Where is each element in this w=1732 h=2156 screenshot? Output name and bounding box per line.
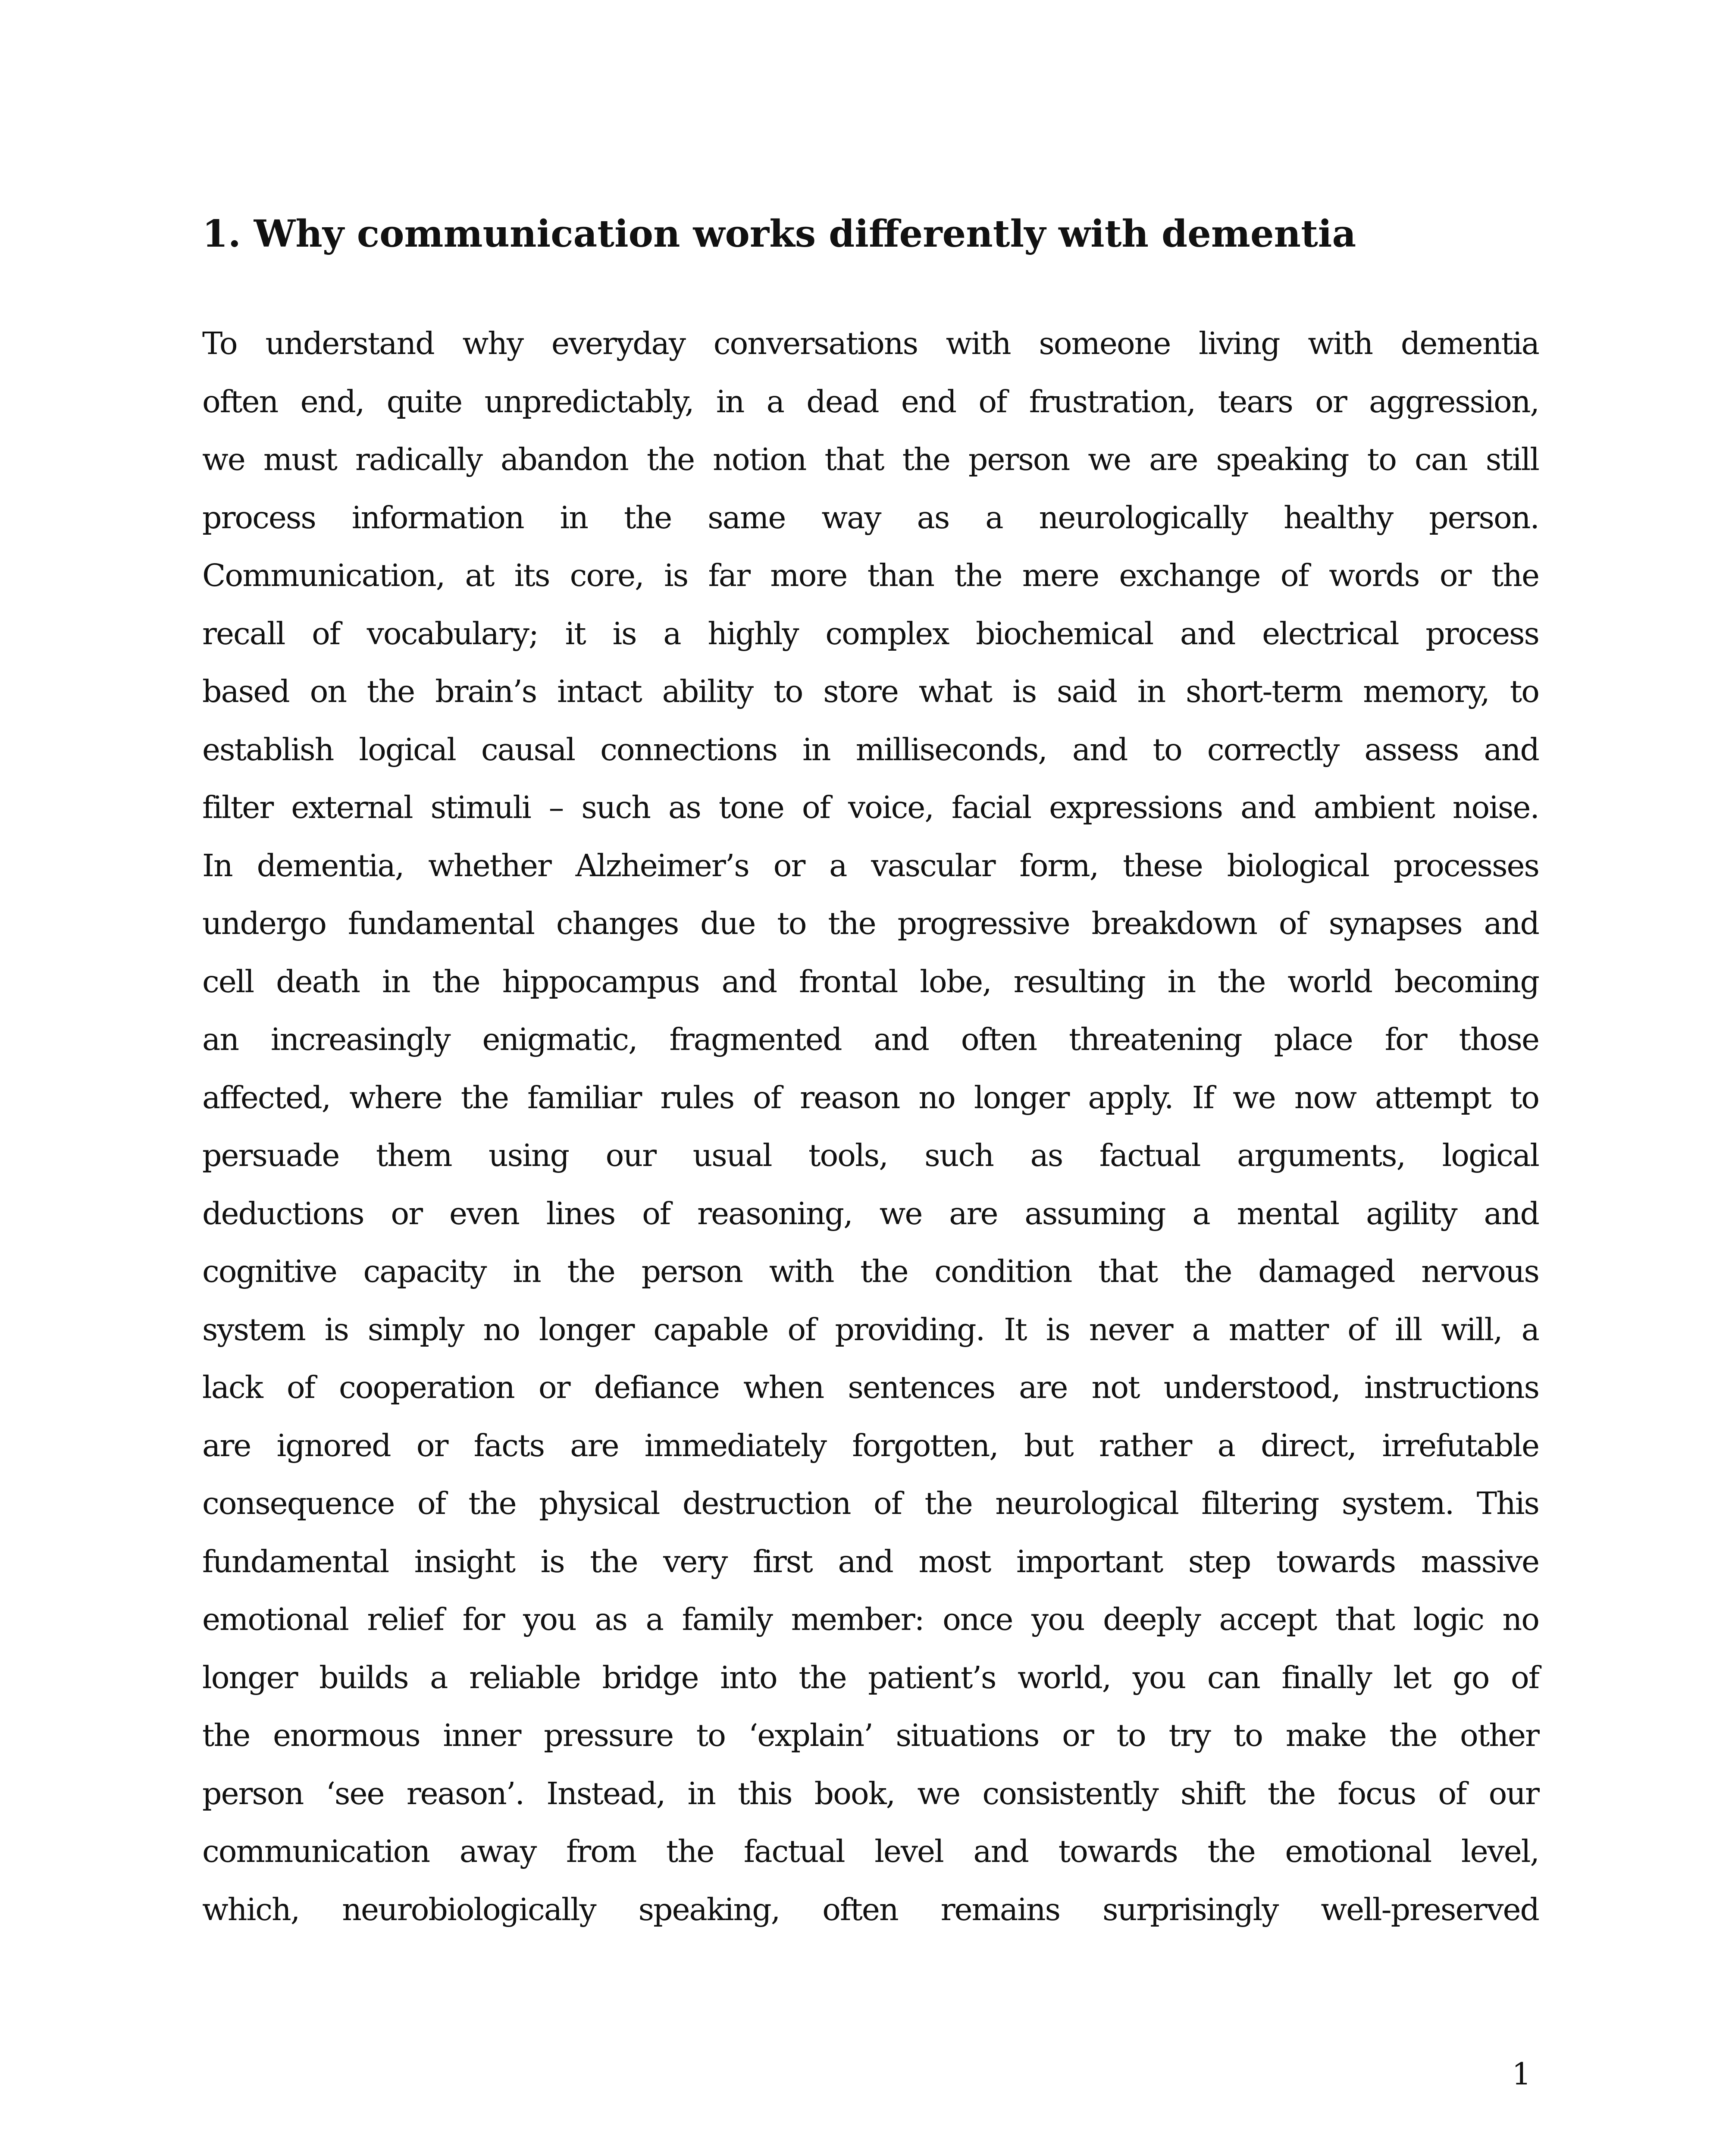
text-line-18: system is simply no longer capable of providing. It is never a matter of ill will, a: [202, 1311, 1539, 1348]
text-line-10: In dementia, whether Alzheimer’s or a vascular form, these biological processes: [202, 847, 1539, 884]
text-line-14: affected, where the familiar rules of reason no longer apply. If we now attempt to: [202, 1079, 1539, 1116]
text-line-7: based on the brain’s intact ability to store what is said in short-term memory, to: [202, 674, 1539, 709]
text-line-4: process information in the same way as a neurologically healthy person.: [202, 499, 1539, 536]
text-line-28: which, neurobiologically speaking, often remains surprisingly well-preserved: [202, 1891, 1539, 1927]
text-line-13: an increasingly enigmatic, fragmented and often threatening place for those: [202, 1022, 1539, 1057]
text-line-17: cognitive capacity in the person with the condition that the damaged nervous: [202, 1253, 1539, 1289]
text-line-20: are ignored or facts are immediately forgotten, but rather a direct, irrefutable: [202, 1427, 1539, 1463]
text-line-27: communication away from the factual level and towards the emotional level,: [202, 1833, 1539, 1869]
text-line-2: often end, quite unpredictably, in a dead end of frustration, tears or aggression,: [202, 383, 1539, 420]
text-line-6: recall of vocabulary; it is a highly complex biochemical and electrical process: [202, 615, 1539, 652]
text-line-12: cell death in the hippocampus and frontal lobe, resulting in the world becoming: [202, 963, 1539, 1000]
text-line-11: undergo fundamental changes due to the progressive breakdown of synapses and: [202, 906, 1539, 941]
text-line-9: filter external stimuli – such as tone of voice, facial expressions and ambient noise.: [202, 790, 1539, 825]
text-line-3: we must radically abandon the notion that the person we are speaking to can still: [202, 442, 1539, 477]
text-line-15: persuade them using our usual tools, such as factual arguments, logical: [202, 1138, 1539, 1173]
text-line-19: lack of cooperation or defiance when sentences are not understood, instructions: [202, 1369, 1539, 1405]
text-line-22: fundamental insight is the very first and most important step towards massive: [202, 1543, 1539, 1579]
text-line-23: emotional relief for you as a family member: once you deeply accept that logic no: [202, 1601, 1539, 1637]
body-paragraph: [202, 315, 1539, 1939]
text-line-16: deductions or even lines of reasoning, we are assuming a mental agility and: [202, 1195, 1539, 1232]
text-line-24: longer builds a reliable bridge into the patient’s world, you can finally let go of: [202, 1659, 1539, 1695]
text-line-26: person ‘see reason’. Instead, in this book, we consistently shift the focus of our: [202, 1775, 1539, 1811]
text-line-21: consequence of the physical destruction of the neurological filtering system. This: [202, 1485, 1539, 1521]
text-line-5: Communication, at its core, is far more than the mere exchange of words or the: [202, 558, 1539, 593]
text-line-25: the enormous inner pressure to ‘explain’ situations or to try to make the other: [202, 1717, 1539, 1753]
text-line-1: To understand why everyday conversations with someone living with dementia: [202, 326, 1539, 361]
page-number: 1: [1512, 2056, 1531, 2092]
text-line-8: establish logical causal connections in milliseconds, and to correctly assess and: [202, 731, 1539, 768]
chapter-heading: 1. Why communication works differently with dementia: [202, 212, 1356, 256]
